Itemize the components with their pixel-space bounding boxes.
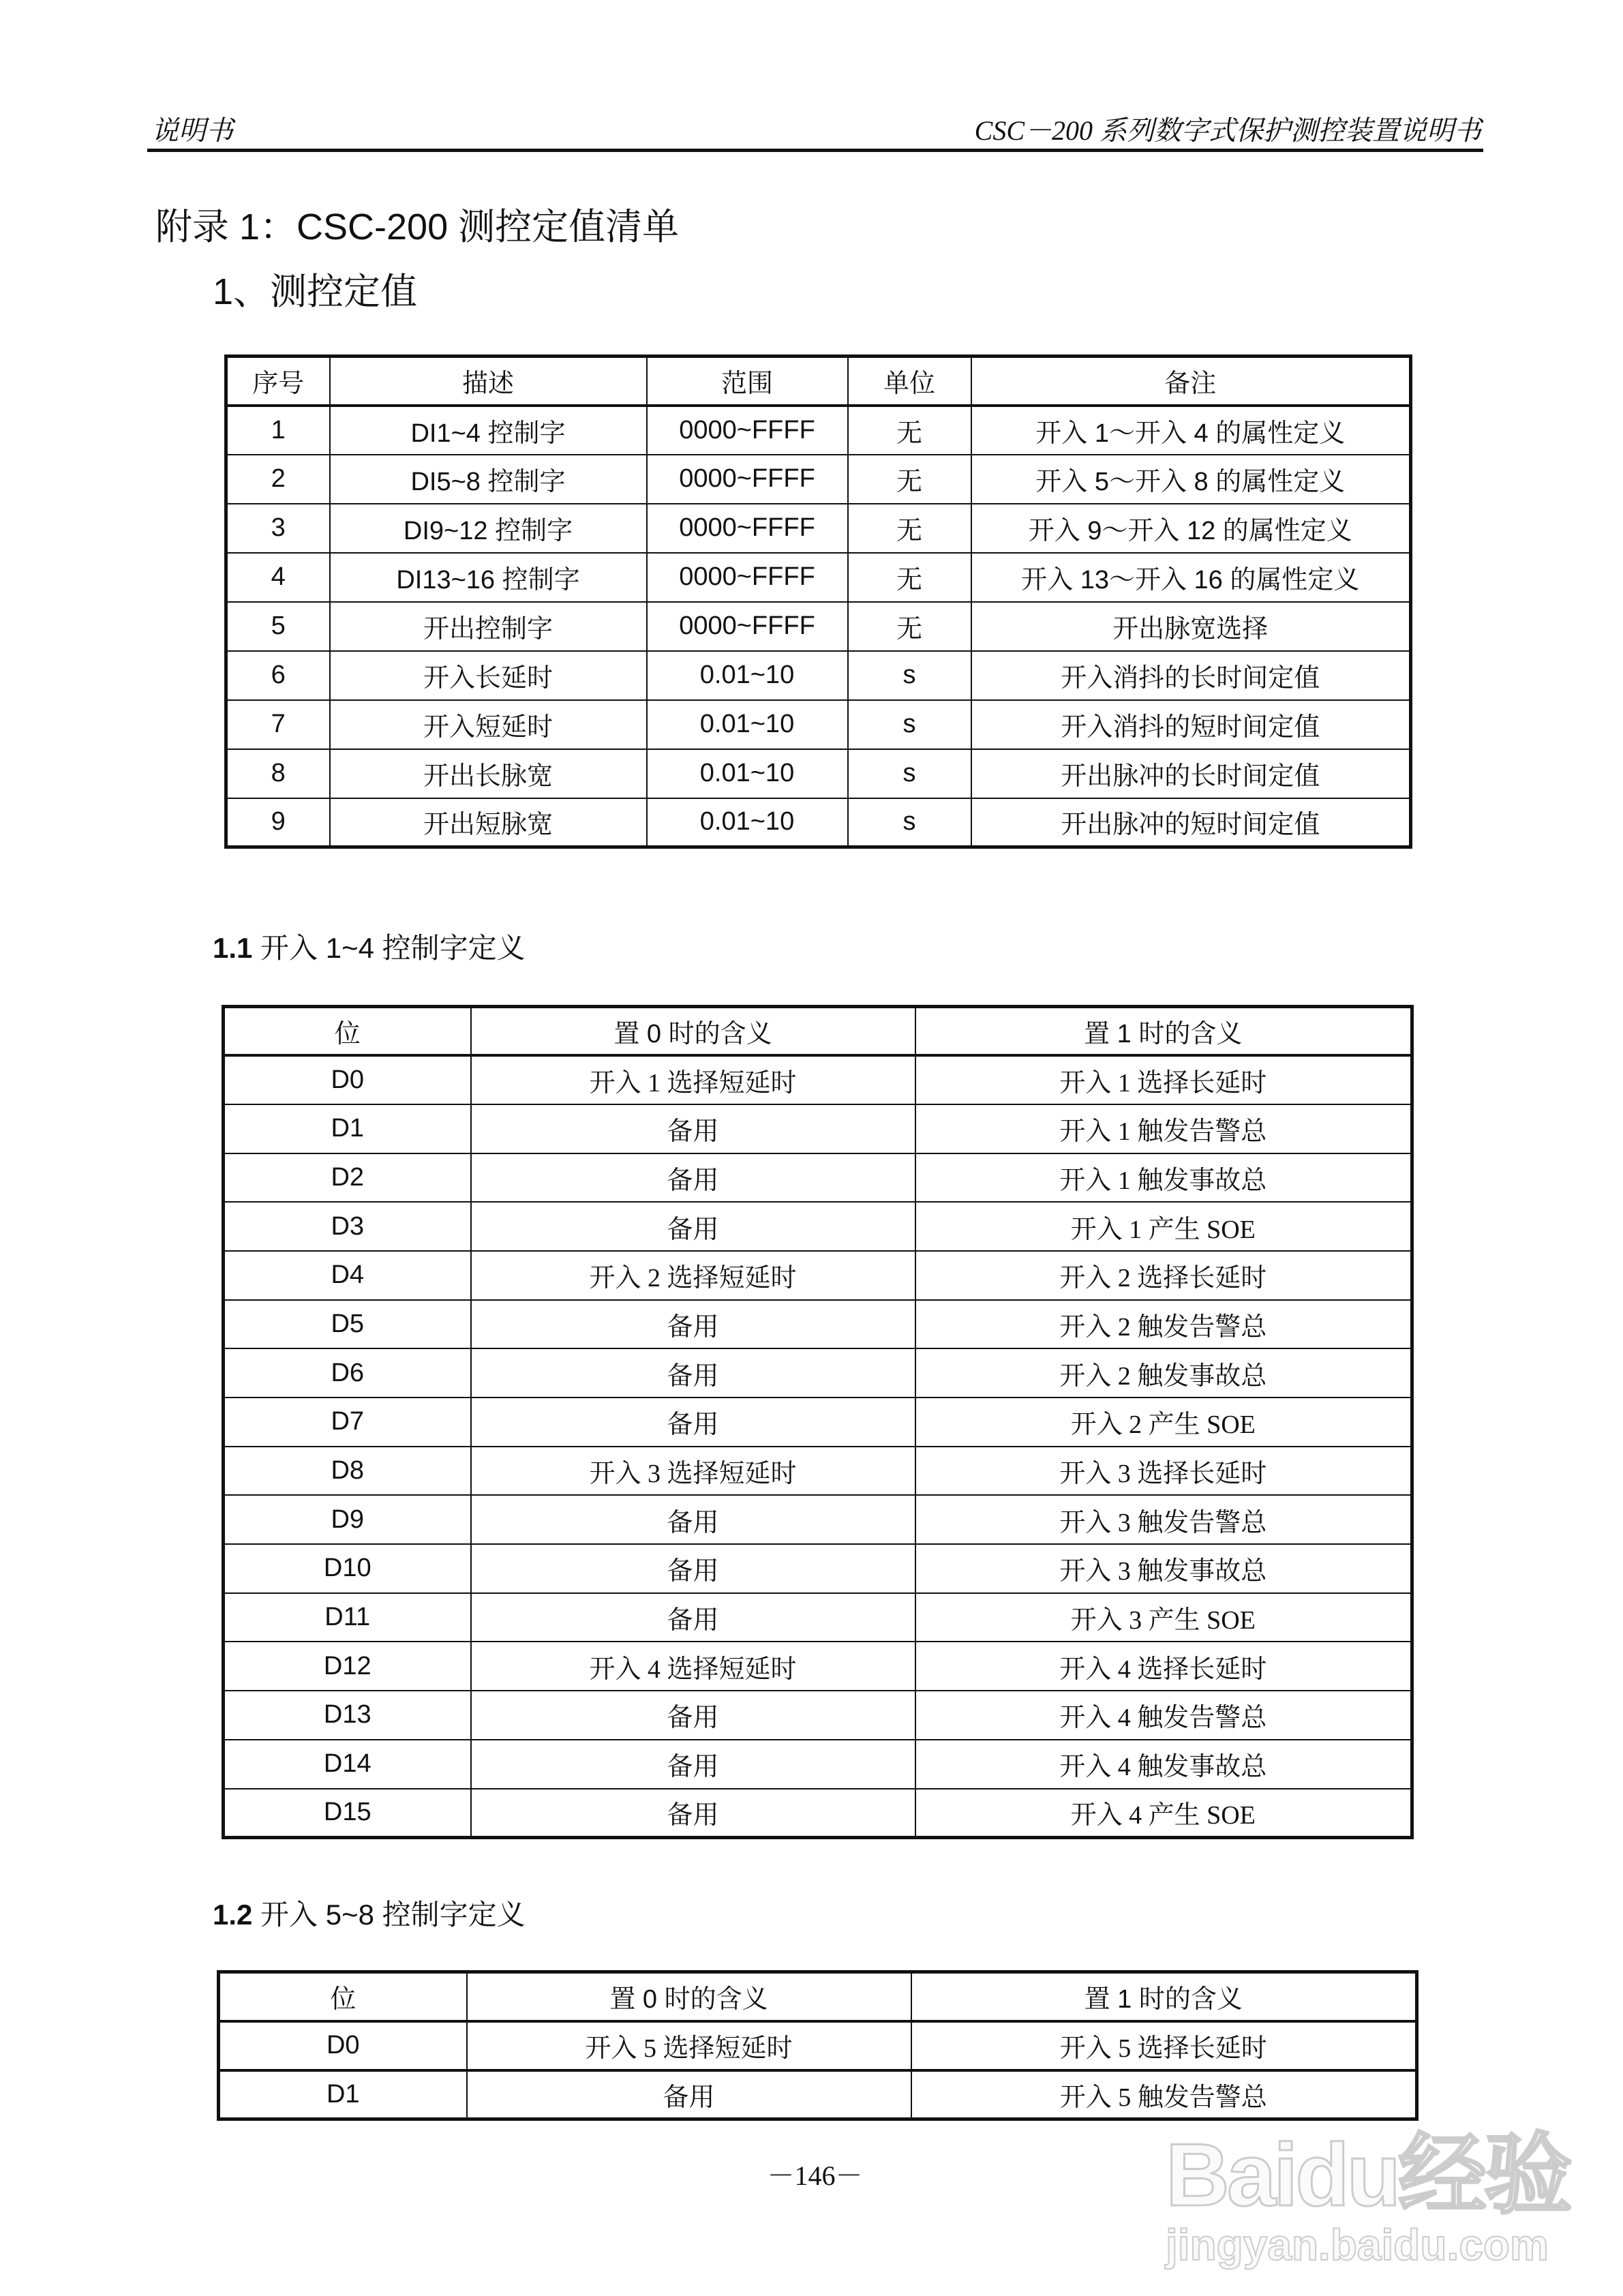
table-cell: D15 xyxy=(224,1789,471,1838)
table-cell: 开入 1～开入 4 的属性定义 xyxy=(971,406,1411,455)
table-cell: 3 xyxy=(226,504,330,553)
table-cell: 开入消抖的短时间定值 xyxy=(971,700,1411,749)
table-cell: 开入 5～开入 8 的属性定义 xyxy=(971,455,1411,504)
table-cell: 备用 xyxy=(471,1202,915,1251)
table-cell: D11 xyxy=(224,1593,471,1642)
section-number: 1.2 xyxy=(213,1899,253,1931)
column-header: 单位 xyxy=(848,357,971,406)
table-cell: 开入 2 产生 SOE xyxy=(915,1398,1412,1447)
table-cell: D0 xyxy=(224,1055,471,1104)
table-cell: 6 xyxy=(226,651,330,700)
table-cell: 开入 1 触发告警总 xyxy=(915,1104,1412,1153)
table-cell: 7 xyxy=(226,700,330,749)
table-cell: 开入 4 触发事故总 xyxy=(915,1740,1412,1789)
table-cell: 无 xyxy=(848,455,971,504)
watermark-logo: Baidu经验 xyxy=(1166,2125,1571,2224)
table-cell: 开入 3 选择短延时 xyxy=(471,1447,915,1496)
table-cell: 4 xyxy=(226,553,330,602)
table-cell: 开入 13～开入 16 的属性定义 xyxy=(971,553,1411,602)
table-cell: 开入 1 产生 SOE xyxy=(915,1202,1412,1251)
table-cell: 备用 xyxy=(471,1593,915,1642)
settings-table xyxy=(224,354,1412,849)
table-cell: 备用 xyxy=(467,2070,911,2119)
table-row xyxy=(224,1153,1412,1203)
table-row xyxy=(224,1691,1412,1740)
table-cell: 备用 xyxy=(471,1789,915,1838)
table-cell: D7 xyxy=(224,1398,471,1447)
table-row xyxy=(224,1055,1412,1104)
table-row xyxy=(224,1251,1412,1300)
table-row xyxy=(226,700,1411,749)
table-row xyxy=(219,2070,1417,2119)
table-cell: 开入 4 选择短延时 xyxy=(471,1642,915,1691)
section-number: 1.1 xyxy=(213,932,253,964)
table-cell: D14 xyxy=(224,1740,471,1789)
table-cell: 开入短延时 xyxy=(330,700,647,749)
table-cell: 备用 xyxy=(471,1300,915,1349)
column-header: 置 1 时的含义 xyxy=(915,1007,1412,1056)
watermark-url: jingyan.baidu.com xyxy=(1166,2220,1549,2269)
page-number: －146－ xyxy=(767,2160,863,2191)
table-cell: 开入 4 产生 SOE xyxy=(915,1789,1412,1838)
table-cell: 开入 2 触发事故总 xyxy=(915,1348,1412,1398)
table-row xyxy=(224,1202,1412,1251)
column-header: 置 0 时的含义 xyxy=(467,1972,911,2021)
table-row xyxy=(224,1789,1412,1838)
section-heading-1-2 xyxy=(213,1892,526,1933)
table-header-row xyxy=(226,357,1411,406)
table-cell: 0.01~10 xyxy=(647,749,848,798)
table-row xyxy=(226,406,1411,455)
table-cell: D4 xyxy=(224,1251,471,1300)
table-cell: 0000~FFFF xyxy=(647,406,848,455)
table-cell: D10 xyxy=(224,1544,471,1593)
table-header-row xyxy=(219,1972,1417,2021)
table-cell: 开入 1 选择短延时 xyxy=(471,1055,915,1104)
page-title: 附录 1：CSC-200 测控定值清单 xyxy=(155,207,680,247)
table-cell: D9 xyxy=(224,1495,471,1544)
table-cell: 无 xyxy=(848,406,971,455)
table-cell: 开入 3 产生 SOE xyxy=(915,1593,1412,1642)
table-cell: s xyxy=(848,749,971,798)
table-cell: 无 xyxy=(848,504,971,553)
table-cell: D13 xyxy=(224,1691,471,1740)
table-cell: D6 xyxy=(224,1348,471,1398)
section-title: 开入 1~4 控制字定义 xyxy=(252,932,526,964)
table-row xyxy=(224,1447,1412,1496)
table-cell: 0000~FFFF xyxy=(647,504,848,553)
table-row xyxy=(226,749,1411,798)
table-row xyxy=(226,602,1411,651)
table-row xyxy=(224,1348,1412,1398)
table-row xyxy=(226,455,1411,504)
table-cell: 开入 4 选择长延时 xyxy=(915,1642,1412,1691)
table-cell: 开入 2 选择短延时 xyxy=(471,1251,915,1300)
table-row xyxy=(224,1642,1412,1691)
table-cell: 备用 xyxy=(471,1544,915,1593)
table-row xyxy=(224,1398,1412,1447)
table-row xyxy=(224,1495,1412,1544)
table-cell: 备用 xyxy=(471,1495,915,1544)
table-cell: 开入 3 选择长延时 xyxy=(915,1447,1412,1496)
table-cell: 开出脉冲的长时间定值 xyxy=(971,749,1411,798)
table-cell: 开入 5 选择短延时 xyxy=(467,2021,911,2070)
control-word-table-1-4 xyxy=(222,1005,1414,1839)
table-cell: 开出长脉宽 xyxy=(330,749,647,798)
table-cell: 备用 xyxy=(471,1104,915,1153)
table-cell: 2 xyxy=(226,455,330,504)
table-header-row xyxy=(224,1007,1412,1056)
table-cell: D0 xyxy=(219,2021,467,2070)
column-header: 置 1 时的含义 xyxy=(911,1972,1417,2021)
column-header: 位 xyxy=(224,1007,471,1056)
table-row xyxy=(224,1593,1412,1642)
table-cell: 备用 xyxy=(471,1153,915,1203)
column-header: 序号 xyxy=(226,357,330,406)
header-right: CSC－200 系列数字式保护测控装置说明书 xyxy=(974,115,1481,146)
baidu-watermark xyxy=(1166,2125,1571,2271)
table-cell: D1 xyxy=(224,1104,471,1153)
table-cell: 开入 2 触发告警总 xyxy=(915,1300,1412,1349)
table-cell: D8 xyxy=(224,1447,471,1496)
table-cell: 备用 xyxy=(471,1398,915,1447)
table-cell: 备用 xyxy=(471,1740,915,1789)
table-cell: 8 xyxy=(226,749,330,798)
table-cell: 5 xyxy=(226,602,330,651)
table-cell: DI9~12 控制字 xyxy=(330,504,647,553)
table-cell: 0.01~10 xyxy=(647,798,848,847)
table-row xyxy=(224,1104,1412,1153)
table-cell: 开入 9～开入 12 的属性定义 xyxy=(971,504,1411,553)
table-cell: D12 xyxy=(224,1642,471,1691)
table-row xyxy=(226,798,1411,847)
table-cell: 开入 3 触发告警总 xyxy=(915,1495,1412,1544)
table-cell: 开入 5 选择长延时 xyxy=(911,2021,1417,2070)
table-cell: D1 xyxy=(219,2070,467,2119)
table-row xyxy=(219,2021,1417,2070)
table-cell: D2 xyxy=(224,1153,471,1203)
table-cell: 0000~FFFF xyxy=(647,455,848,504)
table-cell: DI13~16 控制字 xyxy=(330,553,647,602)
column-header: 范围 xyxy=(647,357,848,406)
header-divider xyxy=(147,149,1483,152)
table-cell: 开出脉宽选择 xyxy=(971,602,1411,651)
section-heading-1: 1、测控定值 xyxy=(213,271,418,312)
table-row xyxy=(224,1300,1412,1349)
table-cell: 开入 5 触发告警总 xyxy=(911,2070,1417,2119)
table-cell: s xyxy=(848,651,971,700)
table-cell: 无 xyxy=(848,553,971,602)
table-row xyxy=(226,553,1411,602)
table-cell: 开出控制字 xyxy=(330,602,647,651)
table-row xyxy=(224,1740,1412,1789)
table-cell: 开出脉冲的短时间定值 xyxy=(971,798,1411,847)
table-row xyxy=(226,504,1411,553)
section-heading-1-1 xyxy=(213,926,526,967)
column-header: 置 0 时的含义 xyxy=(471,1007,915,1056)
control-word-table-5-8 xyxy=(217,1970,1419,2121)
header-left: 说明书 xyxy=(151,115,233,146)
table-cell: 9 xyxy=(226,798,330,847)
table-cell: 0.01~10 xyxy=(647,651,848,700)
table-cell: DI1~4 控制字 xyxy=(330,406,647,455)
table-cell: 开入消抖的长时间定值 xyxy=(971,651,1411,700)
table-cell: 1 xyxy=(226,406,330,455)
table-cell: DI5~8 控制字 xyxy=(330,455,647,504)
section-title: 开入 5~8 控制字定义 xyxy=(252,1899,526,1931)
table-cell: D3 xyxy=(224,1202,471,1251)
table-cell: D5 xyxy=(224,1300,471,1349)
table-cell: 备用 xyxy=(471,1691,915,1740)
table-row xyxy=(226,651,1411,700)
table-cell: 开入 1 触发事故总 xyxy=(915,1153,1412,1203)
table-cell: 开入 2 选择长延时 xyxy=(915,1251,1412,1300)
column-header: 描述 xyxy=(330,357,647,406)
table-cell: 开出短脉宽 xyxy=(330,798,647,847)
table-cell: 无 xyxy=(848,602,971,651)
table-cell: 0.01~10 xyxy=(647,700,848,749)
table-cell: 开入 3 触发事故总 xyxy=(915,1544,1412,1593)
table-cell: 0000~FFFF xyxy=(647,602,848,651)
table-cell: 备用 xyxy=(471,1348,915,1398)
table-cell: 开入 4 触发告警总 xyxy=(915,1691,1412,1740)
table-cell: s xyxy=(848,798,971,847)
column-header: 备注 xyxy=(971,357,1411,406)
table-cell: 开入 1 选择长延时 xyxy=(915,1055,1412,1104)
table-cell: 0000~FFFF xyxy=(647,553,848,602)
table-cell: 开入长延时 xyxy=(330,651,647,700)
table-cell: s xyxy=(848,700,971,749)
column-header: 位 xyxy=(219,1972,467,2021)
table-row xyxy=(224,1544,1412,1593)
